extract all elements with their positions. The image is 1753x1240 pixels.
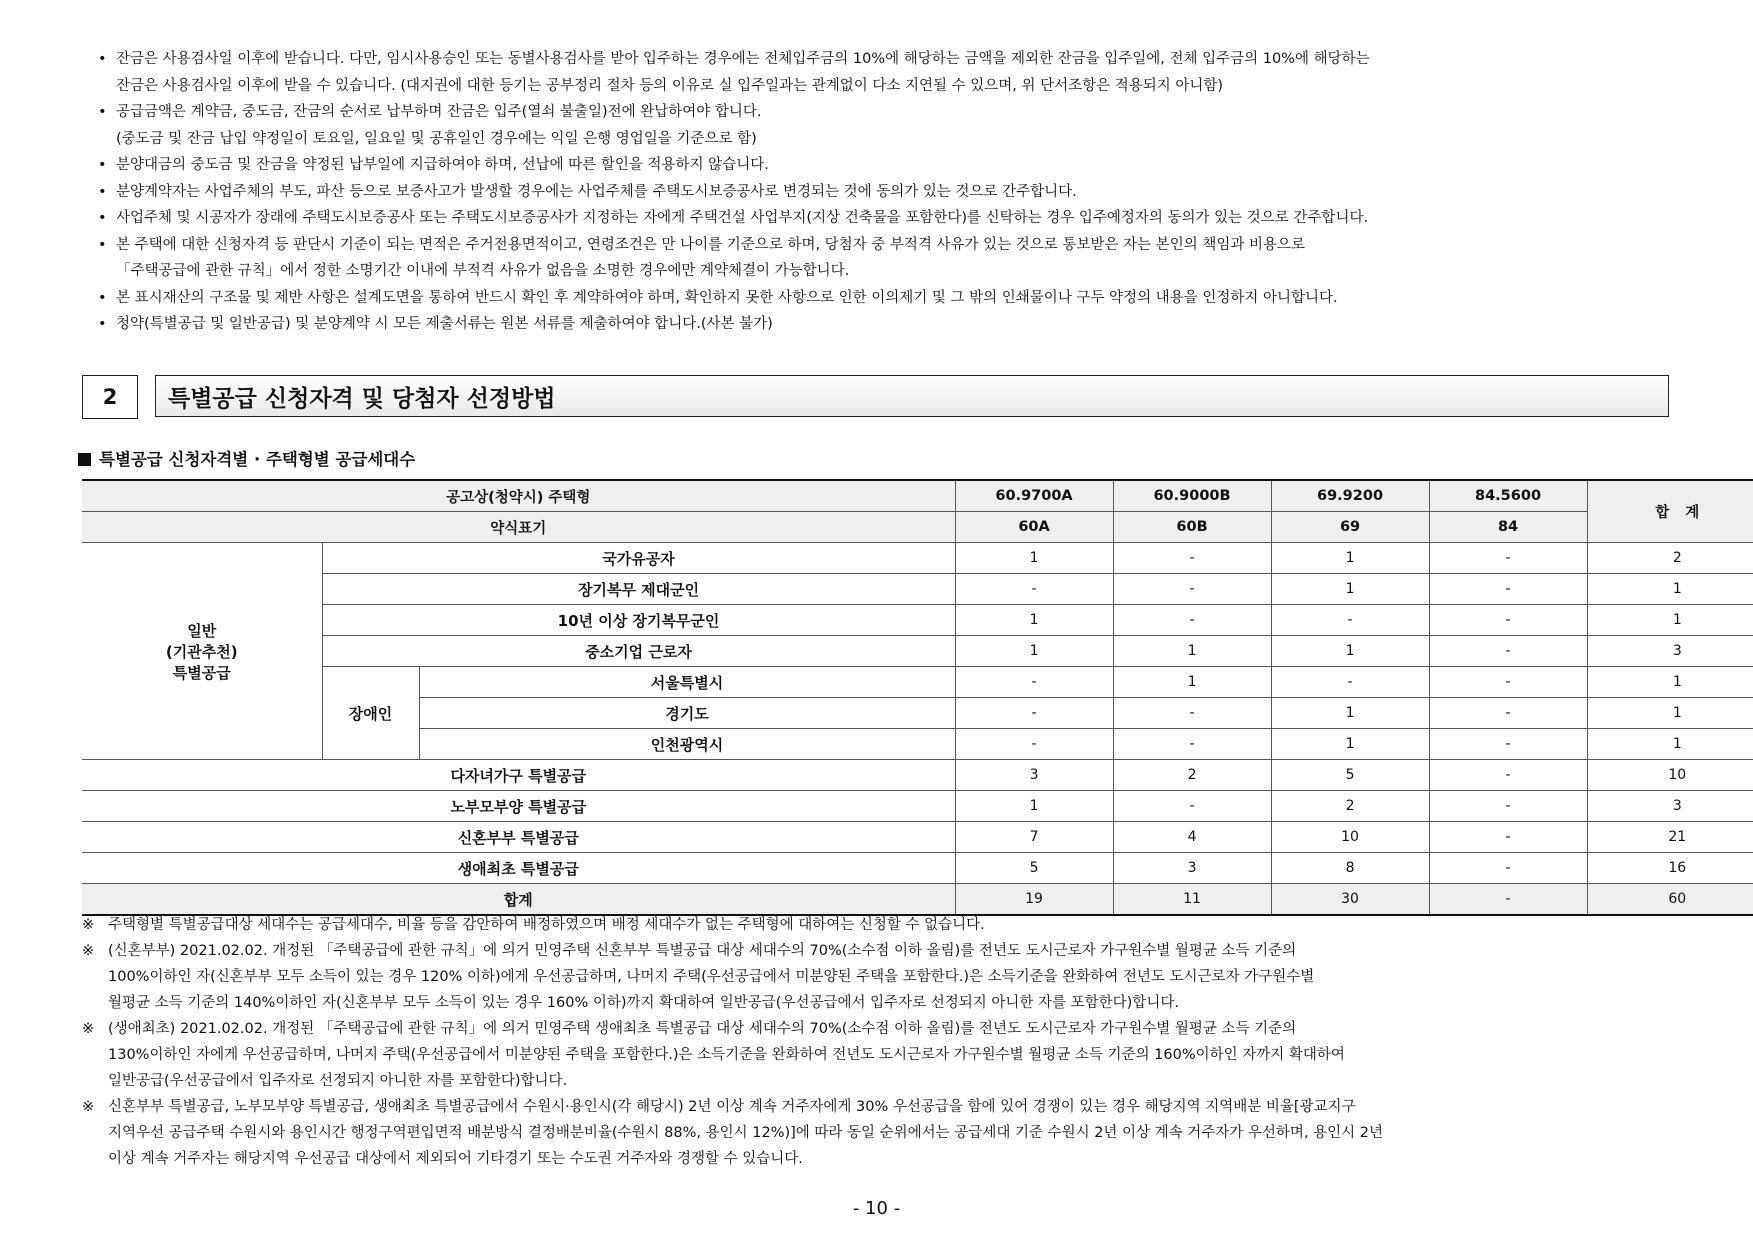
value-cell: 30	[1271, 884, 1429, 916]
supply-table	[82, 479, 1753, 916]
header-type-label: 공고상(청약시) 주택형	[82, 480, 955, 512]
row-label: 다자녀가구 특별공급	[82, 760, 955, 791]
total-cell: 21	[1587, 822, 1753, 853]
bullet-icon: •	[98, 210, 107, 226]
row-label: 인천광역시	[419, 729, 955, 760]
footnote-line: 지역우선 공급주택 수원시와 용인시간 행정구역편입면적 배분방식 결정배분비율(수원시 88%, 용인시 12%)]에 따라 동일 순위에서는 공급세대 기준 수원시 2년 이상 계속 거주자가 우선하며, 용인시 2년	[108, 1125, 1384, 1141]
table-row	[82, 605, 1753, 636]
row-label: 10년 이상 장기복무군인	[322, 605, 955, 636]
value-cell: 2	[1113, 760, 1271, 791]
value-cell: 11	[1113, 884, 1271, 916]
footnote	[82, 938, 1682, 1016]
footnote-line: 주택형별 특별공급대상 세대수는 공급세대수, 비율 등을 감안하여 배정하였으며 배정 세대수가 없는 주택형에 대하여는 신청할 수 없습니다.	[108, 917, 985, 933]
note-line: 잔금은 사용검사일 이후에 받을 수 있습니다. (대지권에 대한 등기는 공부정리 절차 등의 이유로 실 입주일과는 관계없이 다소 지연될 수 있으며, 위 단서조항은 적용되지 아니함)	[116, 77, 1224, 94]
row-label: 신혼부부 특별공급	[82, 822, 955, 853]
footnote	[82, 912, 1682, 938]
bullet-icon: •	[98, 183, 107, 200]
footnote-line: (생애최초) 2021.02.02. 개정된 「주택공급에 관한 규칙」에 의거 민영주택 생애최초 특별공급 대상 세대수의 70%(소수점 이하 올림)를 전년도 도시근로자 가구원수별 월평균 소득 기준의	[108, 1021, 1297, 1037]
value-cell: 1	[1271, 574, 1429, 605]
table-row	[82, 574, 1753, 605]
total-cell: 10	[1587, 760, 1753, 791]
value-cell: -	[1429, 853, 1587, 884]
note-item	[98, 152, 1698, 179]
value-cell: -	[955, 729, 1113, 760]
value-cell: -	[1429, 667, 1587, 698]
footnote-line: 일반공급(우선공급에서 입주자로 선정되지 아니한 자를 포함한다)합니다.	[108, 1073, 568, 1089]
page-number: - 10 -	[852, 1198, 901, 1219]
total-cell: 1	[1587, 605, 1753, 636]
section-title-text: 특별공급 신청자격 및 당첨자 선정방법	[168, 385, 556, 412]
value-cell: -	[1113, 543, 1271, 574]
value-cell: 4	[1113, 822, 1271, 853]
table-row	[82, 822, 1753, 853]
header-short-cell: 60A	[955, 512, 1113, 543]
value-cell: 19	[955, 884, 1113, 916]
footnote-line: 월평균 소득 기준의 140%이하인 자(신혼부부 모두 소득이 있는 경우 160% 이하)까지 확대하여 일반공급(우선공급에서 입주자로 선정되지 아니한 자를 포함한다)합니다.	[108, 995, 1179, 1011]
total-cell: 3	[1587, 636, 1753, 667]
value-cell: 8	[1271, 853, 1429, 884]
row-label: 서울특별시	[419, 667, 955, 698]
value-cell: 2	[1271, 791, 1429, 822]
note-item	[98, 179, 1698, 206]
total-cell: 1	[1587, 729, 1753, 760]
value-cell: -	[1429, 636, 1587, 667]
notes-list	[98, 46, 1698, 338]
note-item	[98, 285, 1698, 312]
group-label-line: (기관추천)	[165, 642, 238, 661]
value-cell: 1	[955, 791, 1113, 822]
value-cell: -	[1113, 605, 1271, 636]
note-line: 잔금은 사용검사일 이후에 받습니다. 다만, 임시사용승인 또는 동별사용검사를 받아 입주하는 경우에는 전체입주금의 10%에 해당하는 금액을 제외한 잔금을 입주일에, 전체 입주금의 10%에 해당하는	[116, 51, 1370, 67]
header-short-cell: 69	[1271, 512, 1429, 543]
total-row-label: 합계	[82, 884, 955, 916]
value-cell: -	[955, 667, 1113, 698]
group-label-cell	[82, 543, 322, 760]
total-cell: 1	[1587, 698, 1753, 729]
value-cell: -	[1113, 791, 1271, 822]
value-cell: 1	[1271, 636, 1429, 667]
subheading-text: 특별공급 신청자격별 · 주택형별 공급세대수	[99, 450, 416, 469]
value-cell: -	[1429, 574, 1587, 605]
row-label: 노부모부양 특별공급	[82, 791, 955, 822]
footnote-line: 신혼부부 특별공급, 노부모부양 특별공급, 생애최초 특별공급에서 수원시·용인시(각 해당시) 2년 이상 계속 거주자에게 30% 우선공급을 함에 있어 경쟁이 있는 경우 해당지역 지역배분 비율[광교지구	[108, 1099, 1356, 1115]
value-cell: 5	[955, 853, 1113, 884]
header-type-cell: 84.5600	[1429, 480, 1587, 512]
value-cell: -	[1429, 698, 1587, 729]
note-line: 「주택공급에 관한 규칙」에서 정한 소명기간 이내에 부적격 사유가 없음을 소명한 경우에만 계약체결이 가능합니다.	[116, 263, 850, 279]
value-cell: -	[1113, 698, 1271, 729]
value-cell: -	[955, 698, 1113, 729]
header-type-cell: 60.9000B	[1113, 480, 1271, 512]
row-label: 경기도	[419, 698, 955, 729]
value-cell: 1	[1113, 636, 1271, 667]
reference-mark-icon: ※	[82, 917, 95, 933]
section-title	[155, 375, 1669, 417]
header-type-cell: 69.9200	[1271, 480, 1429, 512]
value-cell: -	[1113, 574, 1271, 605]
table-row	[82, 543, 1753, 574]
value-cell: -	[1429, 605, 1587, 636]
note-item	[98, 46, 1698, 99]
value-cell: -	[1271, 667, 1429, 698]
value-cell: 7	[955, 822, 1113, 853]
square-bullet-icon	[78, 453, 91, 466]
value-cell: 1	[1113, 667, 1271, 698]
value-cell: 3	[1113, 853, 1271, 884]
note-line: 분양계약자는 사업주체의 부도, 파산 등으로 보증사고가 발생할 경우에는 사업주체를 주택도시보증공사로 변경되는 것에 동의가 있는 것으로 간주합니다.	[116, 183, 1077, 200]
value-cell: -	[1113, 729, 1271, 760]
value-cell: 1	[955, 605, 1113, 636]
table-row	[82, 667, 1753, 698]
value-cell: -	[1429, 760, 1587, 791]
note-item	[98, 205, 1698, 232]
reference-mark-icon: ※	[82, 1099, 95, 1115]
total-cell: 60	[1587, 884, 1753, 916]
footnote	[82, 1094, 1682, 1172]
value-cell: 1	[955, 636, 1113, 667]
value-cell: -	[1271, 605, 1429, 636]
value-cell: 1	[1271, 729, 1429, 760]
note-line: 분양대금의 중도금 및 잔금을 약정된 납부일에 지급하여야 하며, 선납에 따른 할인을 적용하지 않습니다.	[116, 157, 769, 173]
total-cell: 2	[1587, 543, 1753, 574]
note-line: 사업주체 및 시공자가 장래에 주택도시보증공사 또는 주택도시보증공사가 지정하는 자에게 주택건설 사업부지(지상 건축물을 포함한다)를 신탁하는 경우 입주예정자의 동의가 있는 것으로 간주합니다.	[116, 210, 1369, 226]
table-row	[82, 480, 1753, 512]
value-cell: -	[955, 574, 1113, 605]
table-row	[82, 636, 1753, 667]
note-item	[98, 232, 1698, 285]
value-cell: 10	[1271, 822, 1429, 853]
total-cell: 3	[1587, 791, 1753, 822]
footnote	[82, 1016, 1682, 1094]
table-row	[82, 512, 1753, 543]
footnote-line: 130%이하인 자에게 우선공급하며, 나머지 주택(우선공급에서 미분양된 주택을 포함한다.)은 소득기준을 완화하여 전년도 도시근로자 가구원수별 월평균 소득 기준의 160%이하인 자까지 확대하여	[108, 1047, 1345, 1063]
value-cell: -	[1429, 884, 1587, 916]
table-row	[82, 884, 1753, 916]
note-line: 공급금액은 계약금, 중도금, 잔금의 순서로 납부하며 잔금은 입주(열쇠 불출일)전에 완납하여야 합니다.	[116, 104, 762, 120]
total-cell: 16	[1587, 853, 1753, 884]
value-cell: -	[1429, 543, 1587, 574]
bullet-icon: •	[98, 51, 107, 67]
value-cell: 1	[1271, 698, 1429, 729]
reference-mark-icon: ※	[82, 1021, 95, 1037]
note-line: (중도금 및 잔금 납입 약정일이 토요일, 일요일 및 공휴일인 경우에는 익일 은행 영업일을 기준으로 함)	[116, 130, 757, 147]
footnote-line: (신혼부부) 2021.02.02. 개정된 「주택공급에 관한 규칙」에 의거 민영주택 신혼부부 특별공급 대상 세대수의 70%(소수점 이하 올림)를 전년도 도시근로자 가구원수별 월평균 소득 기준의	[108, 943, 1297, 959]
row-label: 중소기업 근로자	[322, 636, 955, 667]
table-row	[82, 760, 1753, 791]
section-number: 2	[82, 375, 138, 419]
note-line: 본 주택에 대한 신청자격 등 판단시 기준이 되는 면적은 주거전용면적이고, 연령조건은 만 나이를 기준으로 하며, 당첨자 중 부적격 사유가 있는 것으로 통보받은 자는 본인의 책임과 비용으로	[116, 236, 1305, 253]
header-short-cell: 84	[1429, 512, 1587, 543]
group-label-line: 일반	[187, 621, 217, 640]
bullet-icon: •	[98, 289, 107, 306]
footnote-line: 이상 계속 거주자는 해당지역 우선공급 대상에서 제외되어 기타경기 또는 수도권 거주자와 경쟁할 수 있습니다.	[108, 1151, 803, 1167]
row-label: 생애최초 특별공급	[82, 853, 955, 884]
note-item	[98, 99, 1698, 152]
table-row	[82, 853, 1753, 884]
note-item	[98, 311, 1698, 338]
group-label-line: 특별공급	[172, 663, 231, 682]
note-line: 본 표시재산의 구조물 및 제반 사항은 설계도면을 통하여 반드시 확인 후 계약하여야 하며, 확인하지 못한 사항으로 인한 이의제기 및 그 밖의 인쇄물이나 구두 약정의 내용을 인정하지 아니합니다.	[116, 289, 1338, 306]
row-label: 장기복무 제대군인	[322, 574, 955, 605]
total-cell: 1	[1587, 667, 1753, 698]
table-subheading	[78, 446, 415, 470]
header-type-cell: 60.9700A	[955, 480, 1113, 512]
bullet-icon: •	[98, 236, 107, 253]
total-cell: 1	[1587, 574, 1753, 605]
value-cell: -	[1429, 791, 1587, 822]
footnote-line: 100%이하인 자(신혼부부 모두 소득이 있는 경우 120% 이하)에게 우선공급하며, 나머지 주택(우선공급에서 미분양된 주택을 포함한다.)은 소득기준을 완화하여 전년도 도시근로자 가구원수별	[108, 969, 1315, 985]
header-sum-cell: 합계	[1587, 480, 1753, 543]
value-cell: 5	[1271, 760, 1429, 791]
footnotes	[82, 912, 1682, 1172]
header-short-label: 약식표기	[82, 512, 955, 543]
value-cell: -	[1429, 822, 1587, 853]
note-line: 청약(특별공급 및 일반공급) 및 분양계약 시 모든 제출서류는 원본 서류를 제출하여야 합니다.(사본 불가)	[116, 316, 773, 332]
bullet-icon: •	[98, 316, 107, 332]
table-row	[82, 791, 1753, 822]
reference-mark-icon: ※	[82, 943, 95, 959]
value-cell: 1	[1271, 543, 1429, 574]
header-short-cell: 60B	[1113, 512, 1271, 543]
bullet-icon: •	[98, 104, 107, 120]
disabled-label-cell: 장애인	[322, 667, 419, 760]
value-cell: -	[1429, 729, 1587, 760]
value-cell: 3	[955, 760, 1113, 791]
bullet-icon: •	[98, 157, 107, 173]
value-cell: 1	[955, 543, 1113, 574]
row-label: 국가유공자	[322, 543, 955, 574]
